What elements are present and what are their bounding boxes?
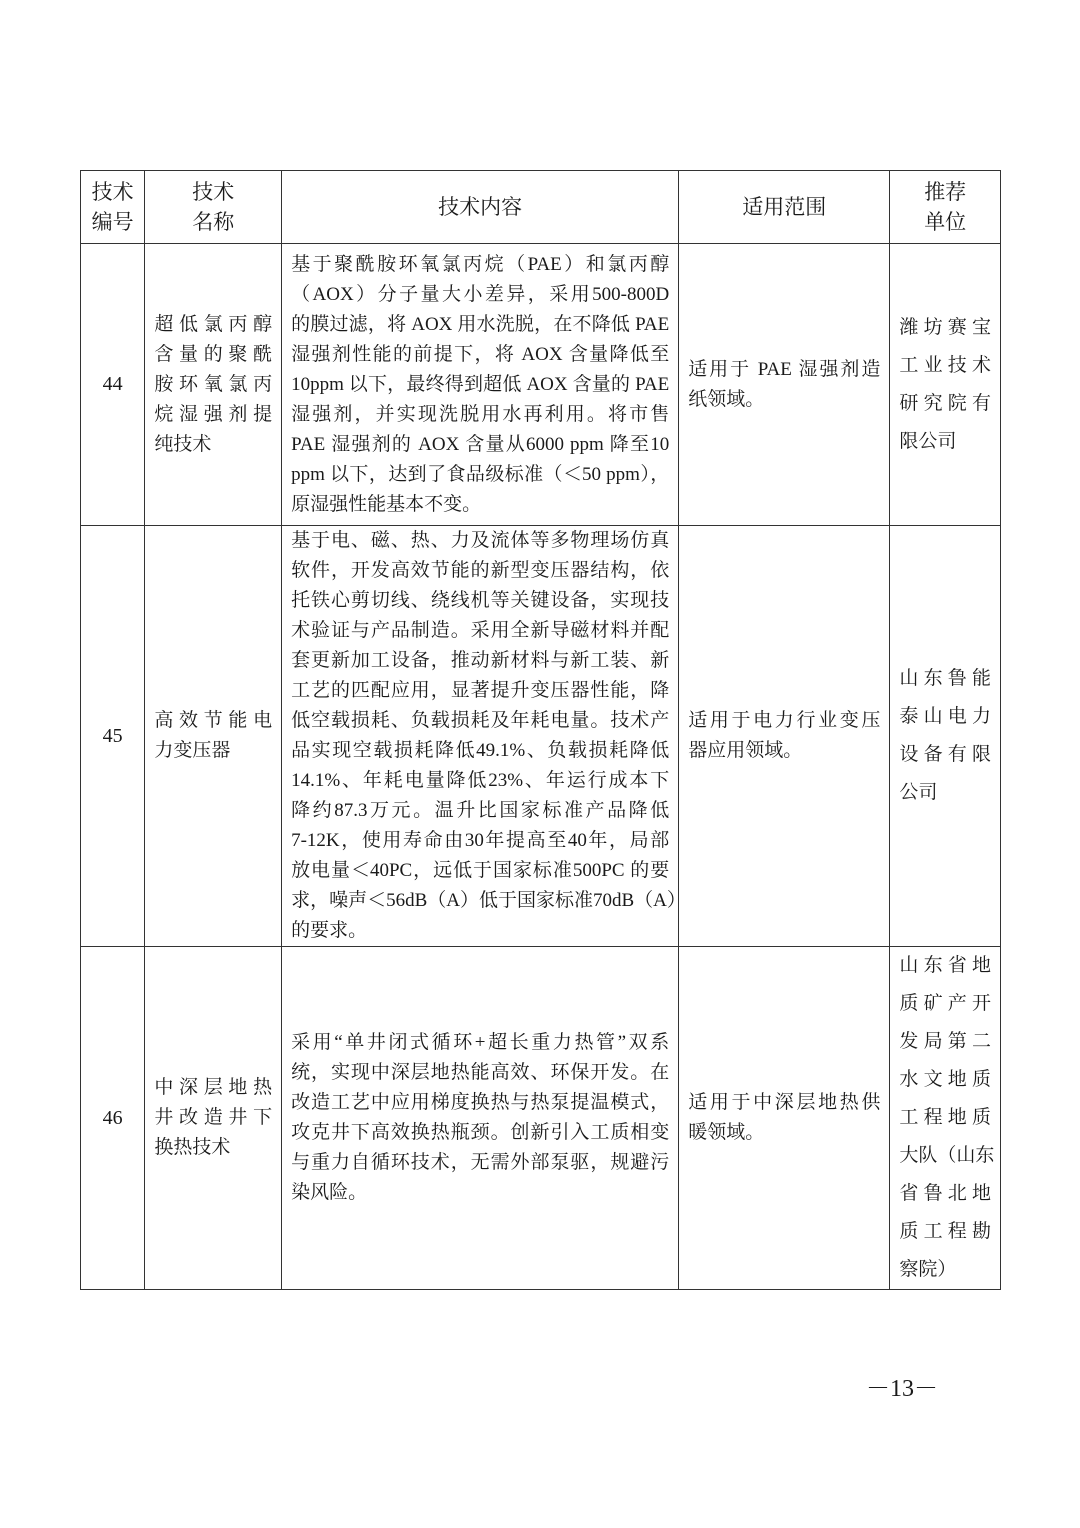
- content-line: 求，噪声＜56dB（A）低于国家标准70dB（A）: [291, 890, 686, 911]
- unit-line: 工业技术: [899, 354, 991, 376]
- tech-unit: [890, 526, 1001, 947]
- header-text: 名称: [192, 210, 235, 234]
- scope-line: 适用于电力行业变压: [688, 710, 881, 731]
- header-text: 推荐: [924, 180, 967, 204]
- content-line: 采用“单井闭式循环+超长重力热管”双系: [291, 1032, 670, 1053]
- name-line: 中深层地热: [154, 1077, 273, 1098]
- tech-number: 45: [81, 526, 145, 947]
- header-text: 单位: [924, 210, 967, 234]
- content-line: 7-12K，使用寿命由30年提高至40年，局部: [291, 830, 670, 851]
- unit-line: 质矿产开: [899, 993, 991, 1014]
- content-line: 品实现空载损耗降低49.1%、负载损耗降低: [291, 740, 670, 761]
- tech-unit: [890, 244, 1001, 526]
- content-line: 术验证与产品制造。采用全新导磁材料并配: [291, 620, 670, 641]
- scope-line: 适用于中深层地热供: [688, 1092, 881, 1113]
- content-line: 改造工艺中应用梯度换热与热泵提温模式，: [291, 1092, 670, 1113]
- tech-scope: [679, 526, 890, 947]
- tech-unit: [890, 947, 1001, 1290]
- unit-line: 研究院有: [899, 392, 991, 414]
- name-line: 含量的聚酰: [154, 343, 273, 365]
- page-number: －13－: [866, 1376, 938, 1402]
- unit-line: 泰山电力: [899, 706, 991, 727]
- content-line: PAE 湿强剂的 AOX 含量从6000 ppm 降至10: [291, 433, 670, 455]
- content-line: 降约87.3万元。温升比国家标准产品降低: [291, 800, 670, 821]
- content-line: 托铁心剪切线、绕线机等关键设备，实现技: [291, 590, 670, 611]
- content-line: ppm 以下，达到了食品级标准（＜50 ppm），: [291, 463, 670, 485]
- content-line: 10ppm 以下，最终得到超低 AOX 含量的 PAE: [291, 373, 670, 395]
- table-row: [81, 947, 1001, 1290]
- name-line: 井改造井下: [154, 1107, 273, 1128]
- content-line: 染风险。: [291, 1182, 368, 1203]
- header-text: 技术: [91, 180, 134, 204]
- scope-line: 适用于 PAE 湿强剂造: [688, 358, 881, 380]
- content-line: 基于聚酰胺环氧氯丙烷（PAE）和氯丙醇: [291, 253, 670, 275]
- scope-line: 纸领域。: [688, 388, 765, 410]
- tech-scope: [679, 244, 890, 526]
- content-line: 与重力自循环技术，无需外部泵驱，规避污: [291, 1152, 670, 1173]
- tech-name: [145, 244, 282, 526]
- unit-line: 大队（山东: [899, 1145, 995, 1166]
- name-line: 换热技术: [154, 1137, 231, 1158]
- header-number: [81, 171, 145, 244]
- content-line: 低空载损耗、负载损耗及年耗电量。技术产: [291, 710, 670, 731]
- unit-line: 山东鲁能: [899, 668, 991, 689]
- content-line: 14.1%、年耗电量降低23%、年运行成本下: [291, 770, 670, 791]
- unit-line: 山东省地: [899, 955, 991, 976]
- content-line: 的要求。: [291, 920, 368, 941]
- tech-content: [282, 947, 679, 1290]
- content-line: （AOX）分子量大小差异，采用500-800D: [291, 283, 670, 305]
- content-line: 套更新加工设备，推动新材料与新工装、新: [291, 650, 670, 671]
- tech-content: [282, 526, 686, 947]
- name-line: 力变压器: [154, 740, 231, 761]
- header-unit: [890, 171, 1001, 244]
- scope-line: 暖领域。: [688, 1122, 765, 1143]
- content-line: 放电量＜40PC，远低于国家标准500PC 的要: [291, 860, 670, 881]
- content-line: 工艺的匹配应用，显著提升变压器性能，降: [291, 680, 670, 701]
- content-line: 软件，开发高效节能的新型变压器结构，依: [291, 560, 670, 581]
- header-name: [145, 171, 282, 244]
- unit-line: 水文地质: [899, 1069, 991, 1090]
- table-row: [81, 244, 1001, 526]
- unit-line: 公司: [899, 782, 938, 803]
- tech-content: [282, 244, 679, 526]
- content-line: 湿强剂，并实现洗脱用水再利用。将市售: [291, 403, 670, 425]
- name-line: 超低氯丙醇: [154, 313, 273, 335]
- tech-scope: [679, 947, 890, 1290]
- name-line: 纯技术: [154, 433, 212, 455]
- header-content: [282, 171, 679, 244]
- table-row: [81, 526, 1001, 947]
- unit-line: 限公司: [899, 430, 957, 452]
- header-scope: [679, 171, 890, 244]
- tech-name: [145, 947, 282, 1290]
- content-line: 的膜过滤，将 AOX 用水洗脱，在不降低 PAE: [291, 313, 670, 335]
- header-text: 技术: [192, 180, 235, 204]
- table-header-row: [81, 171, 1001, 244]
- unit-line: 设备有限: [899, 744, 991, 765]
- unit-line: 工程地质: [899, 1107, 991, 1128]
- tech-number: 44: [81, 244, 145, 526]
- header-text: 编号: [91, 210, 134, 234]
- content-line: 湿强剂性能的前提下，将 AOX 含量降低至: [291, 343, 670, 365]
- content-line: 统，实现中深层地热能高效、环保开发。在: [291, 1062, 670, 1083]
- unit-line: 质工程勘: [899, 1221, 991, 1242]
- technology-table: [80, 170, 1001, 1290]
- unit-line: 发局第二: [899, 1031, 991, 1052]
- name-line: 胺环氧氯丙: [154, 373, 273, 395]
- tech-name: [145, 526, 282, 947]
- name-line: 烷湿强剂提: [154, 403, 273, 425]
- scope-line: 器应用领域。: [688, 740, 803, 761]
- unit-line: 省鲁北地: [899, 1183, 991, 1204]
- unit-line: 潍坊赛宝: [899, 316, 991, 338]
- content-line: 原湿强性能基本不变。: [291, 493, 482, 515]
- name-line: 高效节能电: [154, 710, 273, 731]
- header-text: 适用范围: [742, 195, 827, 219]
- header-text: 技术内容: [438, 195, 523, 219]
- content-line: 攻克井下高效换热瓶颈。创新引入工质相变: [291, 1122, 670, 1143]
- content-line: 基于电、磁、热、力及流体等多物理场仿真: [291, 530, 670, 551]
- unit-line: 察院）: [899, 1259, 957, 1280]
- tech-number: 46: [81, 947, 145, 1290]
